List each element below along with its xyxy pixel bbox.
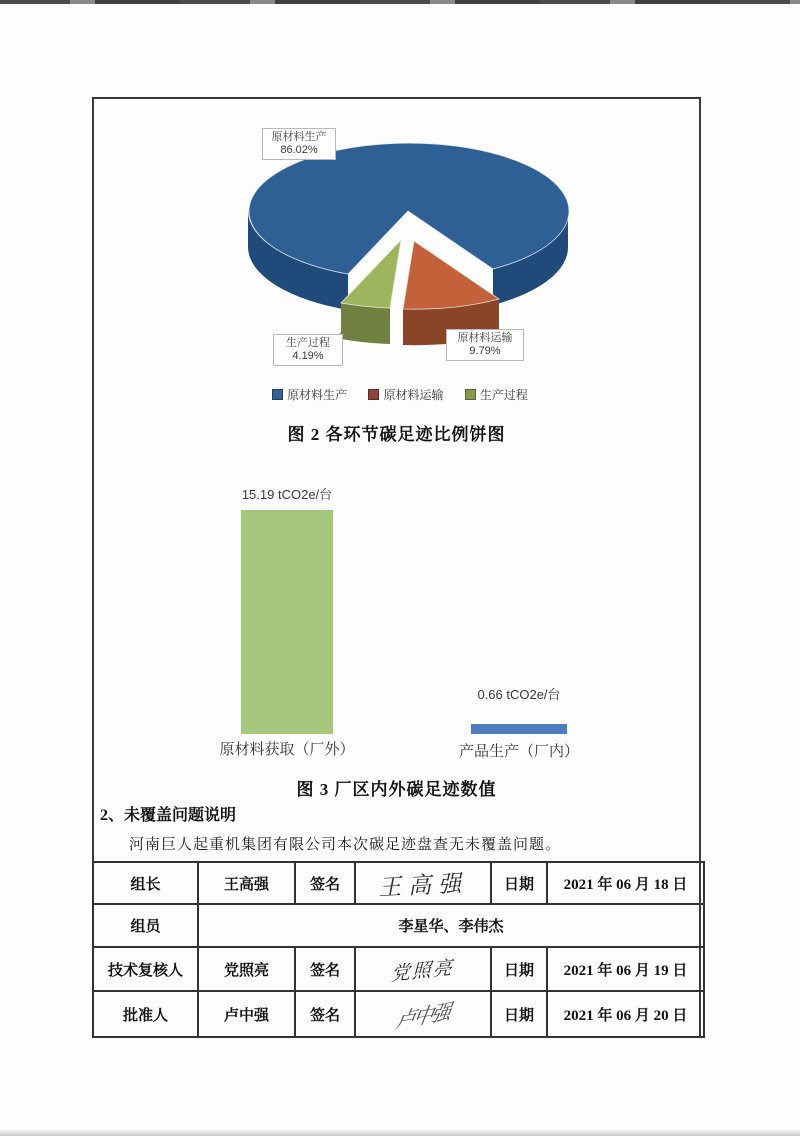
sign-label-cell: 签名 <box>295 991 355 1037</box>
handwritten-signature: 卢中强 <box>393 998 452 1033</box>
scan-edge-artifact-bottom <box>0 1130 800 1136</box>
bar-raw-material-acquisition <box>241 510 333 734</box>
name-cell: 李星华、李伟杰 <box>198 904 704 947</box>
date-label-cell: 日期 <box>491 991 547 1037</box>
name-cell: 党照亮 <box>198 947 295 991</box>
signature-cell <box>355 862 491 904</box>
name-cell: 王高强 <box>198 862 295 904</box>
signature-cell <box>355 947 491 991</box>
legend-label: 生产过程 <box>479 388 528 402</box>
handwritten-signature: 王高强 <box>377 870 469 901</box>
handwritten-signature: 党照亮 <box>391 956 455 985</box>
scan-edge-artifact-top <box>0 0 800 4</box>
date-cell: 2021 年 06 月 18 日 <box>547 862 704 904</box>
table-row-technical-reviewer <box>93 947 704 991</box>
section-heading: 2、未覆盖问题说明 <box>100 807 237 824</box>
figure3-caption: 图 3 厂区内外碳足迹数值 <box>296 780 497 799</box>
bar-value-label-inside: 0.66 tCO2e/台 <box>477 687 561 702</box>
section-paragraph: 河南巨人起重机集团有限公司本次碳足迹盘查无未覆盖问题。 <box>129 837 562 853</box>
role-cell: 批准人 <box>93 991 198 1037</box>
pie-slice-material-production <box>249 143 569 274</box>
table-row-leader <box>93 862 704 904</box>
legend-swatch-icon <box>465 389 476 400</box>
figure2-caption: 图 2 各环节碳足迹比例饼图 <box>287 425 506 444</box>
signature-cell <box>355 991 491 1037</box>
legend-swatch-icon <box>272 389 283 400</box>
bar-value-label-outside: 15.19 tCO2e/台 <box>241 487 333 502</box>
role-cell: 组长 <box>93 862 198 904</box>
signature-table <box>92 861 705 1038</box>
role-cell: 组员 <box>93 904 198 947</box>
pie-label-material-transport-pct: 9.79% <box>469 345 501 357</box>
legend-label: 原材料生产 <box>287 388 348 402</box>
legend-item-material-transport <box>368 386 443 403</box>
pie-slice-production-process-side <box>341 303 390 344</box>
name-cell: 卢中强 <box>198 991 295 1037</box>
pie-label-production-process <box>273 334 343 366</box>
pie-label-material-transport <box>446 329 524 361</box>
legend-swatch-icon <box>368 389 379 400</box>
pie-label-material-production <box>262 128 336 160</box>
pie-legend <box>0 386 800 403</box>
legend-label: 原材料运输 <box>383 388 444 402</box>
bar-category-label-inside: 产品生产（厂内） <box>458 744 579 760</box>
date-label-cell: 日期 <box>491 947 547 991</box>
date-cell: 2021 年 06 月 19 日 <box>547 947 704 991</box>
pie-label-material-production-name: 原材料生产 <box>271 131 327 143</box>
bar-category-label-outside: 原材料获取（厂外） <box>219 742 355 758</box>
date-label-cell: 日期 <box>491 862 547 904</box>
role-cell: 技术复核人 <box>93 947 198 991</box>
legend-item-material-production <box>272 386 347 403</box>
legend-item-production-process <box>465 386 528 403</box>
date-cell: 2021 年 06 月 20 日 <box>547 991 704 1037</box>
pie-label-production-process-pct: 4.19% <box>292 350 324 362</box>
bar-product-production <box>471 724 567 734</box>
table-row-approver <box>93 991 704 1037</box>
pie-label-material-transport-name: 原材料运输 <box>457 332 513 344</box>
sign-label-cell: 签名 <box>295 862 355 904</box>
sign-label-cell: 签名 <box>295 947 355 991</box>
table-row-members <box>93 904 704 947</box>
pie-label-production-process-name: 生产过程 <box>286 337 330 349</box>
pie-label-material-production-pct: 86.02% <box>280 144 318 156</box>
